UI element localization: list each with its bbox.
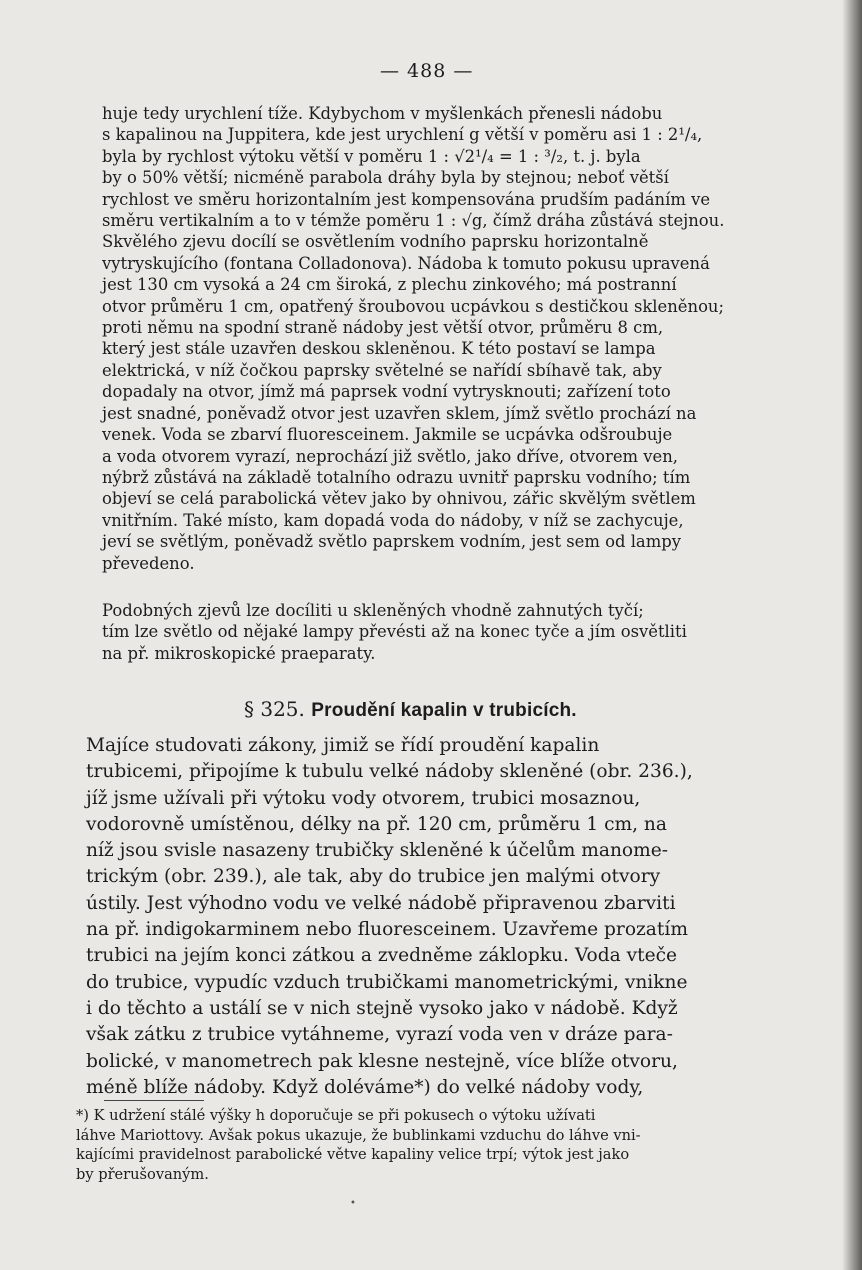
text-line: jest 130 cm vysoká a 24 cm široká, z plechu zinkového; má postranní xyxy=(102,275,677,295)
text-line: trubici na jejím konci zátkou a zvedněme záklopku. Voda vteče xyxy=(86,945,678,967)
text-line: by přerušovaným. xyxy=(76,1165,209,1183)
text-line: Majíce studovati zákony, jimiž se řídí proudění kapalin xyxy=(86,735,600,756)
text-line: Skvělého zjevu docílí se osvětlením vodního paprsku horizontalně xyxy=(102,232,649,252)
text-line: objeví se celá parabolická větev jako by ohnivou, zářic skvělým světlem xyxy=(102,489,696,509)
text-line: na př. mikroskopické praeparaty. xyxy=(102,643,376,663)
text-line: vodorovně umístěnou, délky na př. 120 cm, průměru 1 cm, na xyxy=(86,813,667,835)
footnote xyxy=(76,1106,736,1184)
text-line: byla by rychlost výtoku větší v poměru 1 : √2¹/₄ = 1 : ³/₂, t. j. byla xyxy=(102,146,641,166)
paragraph-fontana-colladon xyxy=(102,103,762,574)
text-line: a voda otvorem vyrazí, neprochází již světlo, jako dříve, otvorem ven, xyxy=(102,446,678,466)
section-number: § 325. xyxy=(244,697,305,721)
text-line: který jest stále uzavřen deskou skleněnou. K této postaví se lampa xyxy=(102,339,656,359)
text-line: s kapalinou na Juppitera, kde jest urychlení g větší v poměru asi 1 : 2¹/₄, xyxy=(102,125,703,145)
text-line: vytryskujícího (fontana Colladonova). Nádoba k tomuto pokusu upravená xyxy=(102,253,710,273)
footnote-rule xyxy=(104,1100,204,1101)
text-line: níž jsou svisle nasazeny trubičky skleněné k účelům manome- xyxy=(86,840,669,862)
text-line: proti němu na spodní straně nádoby jest větší otvor, průměru 8 cm, xyxy=(102,318,664,338)
text-line: vnitřním. Také místo, kam dopadá voda do nádoby, v níž se zachycuje, xyxy=(102,510,684,530)
text-line: láhve Mariottovy. Avšak pokus ukazuje, že bublinkami vzduchu do láhve vni- xyxy=(76,1126,641,1144)
text-line: *) K udržení stálé výšky h doporučuje se při pokusech o výtoku užívati xyxy=(76,1107,596,1124)
page-edge-shadow xyxy=(842,0,862,1270)
page-number: — 488 — xyxy=(380,60,474,82)
text-line: dopadaly na otvor, jímž má paprsek vodní vytrysknouti; zařízení toto xyxy=(102,382,671,402)
text-line: trubicemi, připojíme k tubulu velké nádoby skleněné (obr. 236.), xyxy=(86,761,693,783)
text-line: i do těchto a ustálí se v nich stejně vysoko jako v nádobě. Když xyxy=(86,997,678,1019)
text-line: elektrická, v níž čočkou paprsky světelné se nařídí sbíhavě tak, aby xyxy=(102,360,662,380)
text-line: nýbrž zůstává na základě totalního odrazu uvnitř paprsku vodního; tím xyxy=(102,467,691,487)
text-line: na př. indigokarminem nebo fluoresceinem. Uzavřeme prozatím xyxy=(86,919,688,941)
text-line: kajícími pravidelnost parabolické větve kapaliny velice trpí; výtok jest jako xyxy=(76,1146,630,1164)
text-line: otvor průměru 1 cm, opatřený šroubovou ucpávkou s destičkou skleněnou; xyxy=(102,296,725,316)
text-line: bolické, v manometrech pak klesne nestejně, více blíže otvoru, xyxy=(86,1050,678,1072)
text-line: méně blíže nádoby. Když doléváme*) do velké nádoby vody, xyxy=(86,1076,644,1098)
text-line: huje tedy urychlení tíže. Kdybychom v myšlenkách přenesli nádobu xyxy=(102,104,663,123)
text-line: ústily. Jest výhodno vodu ve velké nádobě připravenou zbarviti xyxy=(86,892,676,914)
text-line: směru vertikalním a to v témže poměru 1 : √g, čímž dráha zůstává stejnou. xyxy=(102,211,725,231)
section-heading xyxy=(244,697,577,722)
text-line: jíž jsme užívali při výtoku vody otvorem, trubici mosaznou, xyxy=(86,787,641,809)
text-line: jest snadné, poněvadž otvor jest uzavřen sklem, jímž světlo prochází na xyxy=(102,403,697,423)
text-line: převedeno. xyxy=(102,553,195,573)
text-line: do trubice, vypudíc vzduch trubičkami manometrickými, vnikne xyxy=(86,971,688,993)
text-line: jeví se světlým, poněvadž světlo paprskem vodním, jest sem od lampy xyxy=(102,532,682,552)
paragraph-tube-flow xyxy=(86,733,776,1101)
text-line: Podobných zjevů lze docíliti u skleněných vhodně zahnutých tyčí; xyxy=(102,601,644,620)
paragraph-glass-rods xyxy=(102,600,762,664)
text-line: trickým (obr. 239.), ale tak, aby do trubice jen malými otvory xyxy=(86,866,661,888)
text-line: venek. Voda se zbarví fluoresceinem. Jakmile se ucpávka odšroubuje xyxy=(102,425,673,445)
ink-speck: • xyxy=(350,1198,356,1209)
text-line: rychlost ve směru horizontalním jest kompensována prudším padáním ve xyxy=(102,189,711,209)
text-line: tím lze světlo od nějaké lampy převésti až na konec tyče a jím osvětliti xyxy=(102,622,687,642)
text-line: by o 50% větší; nicméně parabola dráhy byla by stejnou; neboť větší xyxy=(102,168,669,188)
text-line: však zátku z trubice vytáhneme, vyrazí voda ven v dráze para- xyxy=(86,1024,673,1046)
section-title: Proudění kapalin v trubicích. xyxy=(311,700,577,721)
